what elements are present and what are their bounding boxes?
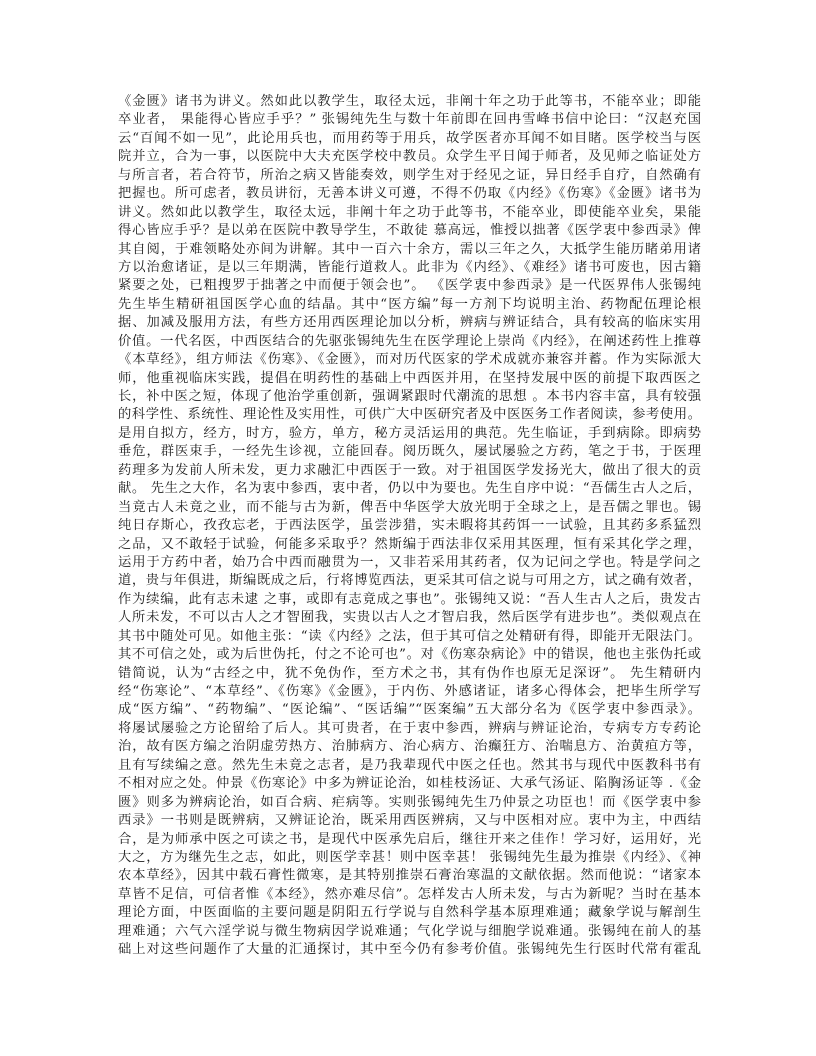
text-line: 《本草经》，组方师法《伤寒》、《金匮》，而对历代医家的学术成就亦兼容并蓄。作为实际派大: [118, 352, 701, 368]
text-line: 纯日存斯心，孜孜忘老，于西法医学，虽尝涉猎，实未暇将其药饵一一试验，且其药多系猛烈: [118, 518, 701, 534]
text-line: 价值。一代名医，中西医结合的先驱张锡纯先生在医学理论上崇尚《内经》，在阐述药性上推尊: [118, 333, 701, 349]
text-line: 理论方面，中医面临的主要问题是阴阳五行学说与自然科学基本原理难通；藏象学说与解剖生: [118, 905, 701, 921]
text-line: 院并立，合为一事，以医院中大夫充医学校中教员。众学生平日闻于师者，及见师之临证处方: [118, 149, 701, 165]
text-line: 农本草经》，因其中载石膏性微寒，是其特别推崇石膏治寒温的文献依据。然而他说：“诸家本: [118, 868, 701, 884]
text-line: 垂危，群医束手，一经先生诊视，立能回春。阅历既久，屡试屡验之方药，笔之于书，于医理: [118, 444, 701, 460]
text-line: 与所言者，若合符节，所治之病又皆能奏效，则学生对于经见之证，异日经手自疗，自然确有: [118, 167, 701, 183]
text-line: 的科学性、系统性、理论性及实用性，可供广大中医研究者及中医医务工作者阅读，参考使用。: [118, 407, 701, 423]
text-line: 方以治愈诸证，是以三年期满，皆能行道救人。此非为《内经》、《难经》诸书可废也，因古籍: [118, 259, 701, 275]
text-line: 其不可信之处，或为后世伪托，付之不论可也”。对《伤寒杂病论》中的错误，他也主张伪托或: [118, 647, 701, 663]
text-line: 础上对这些问题作了大量的汇通探讨，其中至今仍有参考价值。张锡纯先生行医时代常有霍乱: [118, 942, 701, 958]
text-line: 不相对应之处。仲景《伤寒论》中多为辨证论治，如桂枝汤证、大承气汤证、陷胸汤证等 .《金: [118, 776, 701, 792]
text-line: 得心皆应手乎？是以弟在医院中教导学生，不敢徒 慕高远，惟授以拙著《医学衷中参西录》俾: [118, 223, 701, 239]
text-line: 讲义。然如此以教学生，取径太远，非阐十年之功于此等书，不能卒业，即使能卒业矣，果能: [118, 204, 701, 220]
text-line: 云“百闻不如一见”，此论用兵也，而用药等于用兵，故学医者亦耳闻不如目睹。医学校当与医: [118, 130, 701, 146]
text-line: 先生毕生精研祖国医学心血的结晶。其中“医方编”每一方剂下均说明主治、药物配伍理论根: [118, 296, 701, 312]
text-line: 当竟古人未竟之业，而不能与古为新，俾吾中华医学大放光明于全球之上，是吾儒之罪也。锡: [118, 499, 701, 515]
text-line: 据、加减及服用方法，有些方还用西医理论加以分析，辨病与辨证结合，具有较高的临床实用: [118, 315, 701, 331]
text-line: 之品，又不敢轻于试验，何能多采取乎？然斯编于西法非仅采用其医理，恒有采其化学之理，: [118, 536, 701, 552]
text-line: 道，贵与年俱进，斯编既成之后，行将博览西法，更采其可信之说与可用之方，试之确有效者，: [118, 573, 701, 589]
text-line: 理难通；六气六淫学说与微生物病因学说难通；气化学说与细胞学说难通。张锡纯在前人的基: [118, 923, 701, 939]
text-line: 成“医方编”、“药物编”、“医论编”、“医话编”“医案编”五大部分名为《医学衷中参西录》。: [118, 702, 701, 718]
text-line: 草皆不足信，可信者惟《本经》，然亦难尽信”。怎样发古人所未发，与古为新呢？当时在基本: [118, 886, 701, 902]
text-line: 卒业者， 果能得心皆应手乎？” 张锡纯先生与数十年前即在回冉雪峰书信中论曰：“汉赵充国: [118, 112, 701, 128]
text-line: 经“伤寒论”、“本草经”、《伤寒》《金匮》，于内伤、外感诸证，诸多心得体会，把毕生所学写: [118, 684, 701, 699]
text-line: 药理多为发前人所未发，更力求融汇中西医于一致。对于祖国医学发扬光大，做出了很大的贡: [118, 462, 701, 478]
text-line: 是用自拟方，经方，时方，验方，单方，秘方灵活运用的典范。先生临证，手到病除。即病势: [118, 425, 701, 441]
text-line: 紧要之处，已粗搜罗于拙著之中而便于领会也”。 《医学衷中参西录》是一代医界伟人张锡纯: [118, 278, 701, 294]
text-line: 匮》则多为辨病论治，如百合病、疟病等。实则张锡纯先生乃仲景之功臣也！而《医学衷中参: [118, 794, 701, 810]
document-body: [118, 93, 701, 960]
text-line: 师，他重视临床实践，提倡在明药性的基础上中西医并用，在坚持发展中医的前提下取西医之: [118, 370, 701, 386]
text-line: 其书中随处可见。如他主张：“读《内经》之法，但于其可信之处精研有得，即能开无限法门。: [118, 628, 701, 644]
text-line: 西录》一书则是既辨病，又辨证论治，既采用西医辨病，又与中医相对应。衷中为主，中西结: [118, 813, 701, 829]
text-line: 《金匮》诸书为讲义。然如此以教学生，取径太远，非阐十年之功于此等书，不能卒业；即能: [118, 94, 701, 109]
text-line: 献。 先生之大作，名为衷中参西，衷中者，仍以中为要也。先生自序中说：“吾儒生古人之后，: [118, 481, 701, 497]
text-line: 作为续编，此有志未逮 之事，或即有志竟成之事也”。张锡纯又说：“吾人生古人之后，贵发古: [118, 591, 701, 607]
text-line: 治，故有医方编之治阴虚劳热方、治肺病方、治心病方、治癫狂方、治喘息方、治黄疸方等，: [118, 739, 701, 755]
text-line: 合，是为师承中医之可读之书，是现代中医承先启后，继往开来之佳作！学习好，运用好，光: [118, 831, 701, 847]
text-line: 运用于方药中者，始乃合中西而融贯为一，又非若采用其药者，仅为记问之学也。特是学问之: [118, 554, 701, 570]
text-line: 大之，方为继先生之志，如此，则医学幸甚！则中医幸甚！ 张锡纯先生最为推崇《内经》、《神: [118, 849, 701, 865]
text-line: 把握也。所可虑者，教员讲衍，无善本讲义可遵，不得不仍取《内经》《伤寒》《金匮》诸书为: [118, 186, 701, 202]
text-line: 错简说，认为“古经之中，犹不免伪作，至方术之书，其有伪作也原无足深讶”。 先生精研内: [118, 665, 701, 681]
text-line: 人所未发，不可以古人之才智囿我，实贵以古人之才智启我，然后医学有进步也”。类似观点在: [118, 610, 701, 626]
text-line: 长，补中医之短，体现了他治学重创新，强调紧跟时代潮流的思想 。本书内容丰富，具有较强: [118, 389, 701, 404]
text-line: 将屡试屡验之方论留给了后人。其可贵者，在于衷中参西，辨病与辨证论治，专病专方专药论: [118, 720, 701, 736]
text-line: 且有写续编之意。然先生未竟之志者，是乃我辈现代中医之任也。然其书与现代中医教科书有: [118, 757, 701, 773]
text-line: 其自阅，于难领略处亦间为讲解。其中一百六十余方，需以三年之久，大抵学生能历睹弟用诸: [118, 241, 701, 257]
